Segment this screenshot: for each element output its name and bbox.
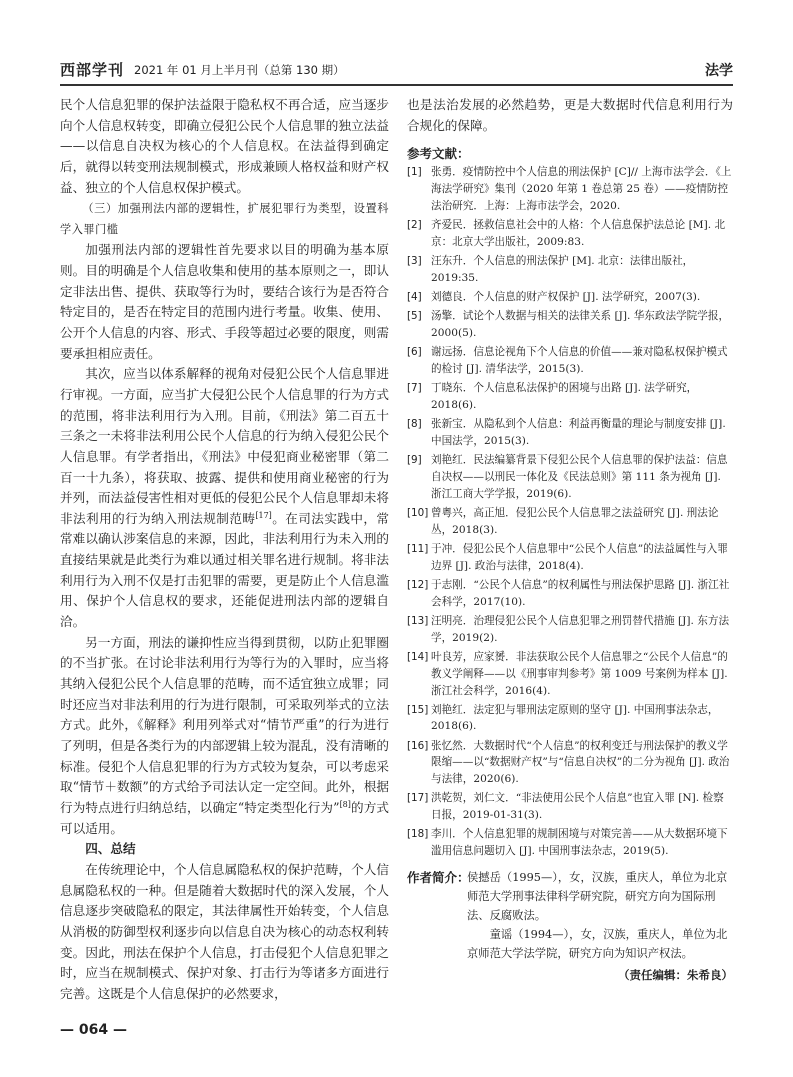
reference-item xyxy=(407,344,733,378)
header-rule xyxy=(60,84,733,86)
issue-info: 2021 年 01 月上半月刊（总第 130 期） xyxy=(134,63,345,77)
reference-item xyxy=(407,416,733,450)
reference-item xyxy=(407,702,733,736)
reference-number: [17] xyxy=(407,792,429,805)
page-header xyxy=(60,58,733,82)
reference-text: 汤擎．试论个人数据与相关的法律关系 [J]. 华东政法学院学报，2000(5). xyxy=(431,310,730,340)
journal-logo: 西部学刊 xyxy=(60,61,125,79)
paragraph-text: 的方式可以适用。 xyxy=(60,800,389,836)
reference-text: 丁晓东．个人信息私法保护的困境与出路 [J]. 法学研究，2018(6). xyxy=(431,382,698,412)
author-label: 作者简介： xyxy=(407,870,470,886)
author-info xyxy=(407,868,733,963)
reference-item xyxy=(407,790,733,824)
reference-item xyxy=(407,217,733,251)
reference-number: [7] xyxy=(407,382,422,395)
paragraph: 也是法治发展的必然趋势，更是大数据时代信息利用行为合规化的保障。 xyxy=(407,97,733,133)
reference-text: 汪东升．个人信息的刑法保护 [M]. 北京：法律出版社，2019:35. xyxy=(431,255,694,284)
reference-item xyxy=(407,452,733,502)
reference-text: 张忆然．大数据时代“个人信息”的权利变迁与刑法保护的教义学限缩——以“数据财产权”与“信息自决权”的二分为视角 [J]. 政治与法律，2020(6). xyxy=(431,739,730,786)
reference-number: [5] xyxy=(407,310,422,323)
reference-item xyxy=(407,380,733,414)
reference-number: [13] xyxy=(407,614,429,627)
reference-number: [6] xyxy=(407,346,422,359)
reference-text: 叶良芳，应家赟．非法获取公民个人信息罪之“公民个人信息”的教义学阐释——以《刑事审判参考》第 1009 号案例为样本 [J]. 浙江社会科学，2016(4). xyxy=(431,650,728,697)
reference-number: [16] xyxy=(407,739,429,752)
reference-number: [14] xyxy=(407,650,429,663)
section-heading: 四、总结 xyxy=(85,841,136,857)
references-list xyxy=(407,164,733,860)
reference-text: 洪乾贺，刘仁文．“非法使用公民个人信息”也宜入罪 [N]. 检察日报，2019-01-31(3). xyxy=(431,792,724,822)
reference-number: [4] xyxy=(407,291,422,304)
reference-number: [2] xyxy=(407,219,422,232)
reference-item xyxy=(407,738,733,788)
author-bio: 侯撼岳（1995—），女，汉族，重庆人，单位为北京师范大学刑事法律科学研究院，研究方向为国际刑法、反腐败法。 xyxy=(467,871,728,923)
paragraph xyxy=(60,364,389,633)
reference-item xyxy=(407,308,733,342)
left-column xyxy=(60,95,389,1005)
paragraph xyxy=(60,633,389,840)
reference-text: 汪明亮．治理侵犯公民个人信息犯罪之刑罚替代措施 [J]. 东方法学，2019(2). xyxy=(431,614,730,644)
reference-item xyxy=(407,164,733,214)
reference-text: 刘艳红．民法编纂背景下侵犯公民个人信息罪的保护法益：信息自决权——以刑民一体化及《民法总则》第 111 条为视角 [J]. 浙江工商大学学报，2019(6). xyxy=(431,454,728,500)
reference-number: [3] xyxy=(407,255,422,268)
reference-text: 齐爱民．拯救信息社会中的人格：个人信息保护法总论 [M]. 北京：北京大学出版社，2009:83. xyxy=(431,219,726,248)
reference-item xyxy=(407,289,733,306)
reference-number: [8] xyxy=(407,418,422,431)
reference-number: [1] xyxy=(407,166,422,179)
paragraph: 加强刑法内部的逻辑性首先要求以目的明确为基本原则。目的明确是个人信息收集和使用的基本原则之一，即认定非法出售、提供、获取等行为时，要结合该行为是否符合特定目的，是否在特定目的范围内进行考量。收集、使用、公开个人信息的内容、形式、手段等超过必要的限度，则需要承担相应责任。 xyxy=(60,242,389,361)
author-bio: 童谣（1994—），女，汉族，重庆人，单位为北京师范大学法学院，研究方向为知识产权法。 xyxy=(467,928,728,961)
paragraph: 民个人信息犯罪的保护法益限于隐私权不再合适，应当逐步向个人信息权转变，即确立侵犯公民个人信息罪的独立法益——以信息自决权为核心的个人信息权。在法益得到确定后，就得以转变刑法规制模式，形成兼顾人格权益和财产权益、独立的个人信息权保护模式。 xyxy=(60,97,389,195)
reference-item xyxy=(407,577,733,611)
paragraph: 在传统理论中，个人信息属隐私权的保护范畴，个人信息属隐私权的一种。但是随着大数据时代的深入发展，个人信息逐步突破隐私的限定，其法律属性开始转变，个人信息从消极的防御型权利逐步向以信息自决为核心的动态权利转变。因此，刑法在保护个人信息，打击侵犯个人信息犯罪之时，应当在规制模式、保护对象、打击行为等诸多方面进行完善。这既是个人信息保护的必然要求， xyxy=(60,861,389,1001)
subsection-heading: （三）加强刑法内部的逻辑性，扩展犯罪行为类型，设置科学入罪门槛 xyxy=(60,202,389,237)
reference-item xyxy=(407,649,733,699)
reference-text: 张新宝．从隐私到个人信息：利益再衡量的理论与制度安排 [J]. 中国法学，2015(3). xyxy=(431,418,726,447)
reference-number: [9] xyxy=(407,454,422,467)
reference-number: [10] xyxy=(407,506,429,519)
page-number: — 064 — xyxy=(60,1022,127,1038)
reference-number: [12] xyxy=(407,578,429,591)
paragraph-text: 其次，应当以体系解释的视角对侵犯公民个人信息罪进行审视。一方面，应当扩大侵犯公民个人信息罪的行为方式的范围，将非法利用行为入刑。目前，《刑法》第二百五十三条之一未将非法利用公民个人信息的行为纳入侵犯公民个人信息罪。有学者指出，《刑法》中侵犯商业秘密罪（第二百一十九条），将获取、披露、提供和使用商业秘密的行为并列，而法益侵害性相对更低的侵犯公民个人信息罪却未将非法利用的行为纳入刑法规制范畴 xyxy=(60,366,389,526)
reference-text: 李川．个人信息犯罪的规制困境与对策完善——从大数据环境下滥用信息问题切入 [J]. 中国刑事法杂志，2019(5). xyxy=(431,828,728,858)
responsible-editor: （责任编辑：朱希良） xyxy=(618,968,733,983)
reference-number: [18] xyxy=(407,828,429,841)
paragraph-text: 。在司法实践中，常常难以确认涉案信息的来源，因此，非法利用行为未入刑的直接结果就是此类行为难以通过相关罪名进行规制。将非法利用行为入刑不仅是打击犯罪的需要，更是防止个人信息滥用、保护个人信息权的要求，还能促进刑法内部的逻辑自洽。 xyxy=(60,510,390,630)
reference-text: 于志刚．“公民个人信息”的权利属性与刑法保护思路 [J]. 浙江社会科学，2017(10). xyxy=(431,578,730,608)
reference-number: [11] xyxy=(407,542,429,555)
reference-item xyxy=(407,541,733,575)
citation-ref: [17] xyxy=(255,510,272,520)
reference-item xyxy=(407,505,733,539)
right-column xyxy=(407,95,733,986)
reference-text: 刘德良．个人信息的财产权保护 [J]. 法学研究，2007(3). xyxy=(431,291,701,304)
reference-number: [15] xyxy=(407,703,429,716)
reference-item xyxy=(407,826,733,860)
reference-text: 谢远扬．信息论视角下个人信息的价值——兼对隐私权保护模式的检讨 [J]. 清华法学，2015(3). xyxy=(431,346,728,376)
reference-text: 于冲．侵犯公民个人信息罪中“公民个人信息”的法益属性与入罪边界 [J]. 政治与法律，2018(4). xyxy=(431,542,728,572)
reference-item xyxy=(407,613,733,647)
reference-text: 刘艳红．法定犯与罪刑法定原则的坚守 [J]. 中国刑事法杂志，2018(6). xyxy=(431,703,719,733)
reference-text: 曾粤兴，高正旭．侵犯公民个人信息罪之法益研究 [J]. 刑法论丛，2018(3). xyxy=(431,506,719,536)
references-title: 参考文献： xyxy=(407,146,470,162)
paragraph-text: 另一方面，刑法的谦抑性应当得到贯彻，以防止犯罪圈的不当扩张。在讨论非法利用行为等行为的入罪时，应当将其纳入侵犯公民个人信息罪的范畴，而不适宜独立成罪；同时还应当对非法利用的行为进行限制，可采取列举式的立法方式。此外，《解释》利用列举式对“情节严重”的行为进行了列明，但是各类行为的内部逻辑上较为混乱，没有清晰的标准。侵犯个人信息犯罪的行为方式较为复杂，可以考虑采取“情节＋数额”的方式给予司法认定一定空间。此外，根据行为特点进行归纳总结，以确定“特定类型化行为” xyxy=(60,634,389,815)
reference-text: 张勇．疫情防控中个人信息的刑法保护 [C]// 上海市法学会．《上海法学研究》集刊（2020 年第 1 卷总第 25 卷）——疫情防控法治研究．上海：上海市法学会，2020. xyxy=(431,166,732,212)
section-label: 法学 xyxy=(705,63,733,79)
citation-ref: [8] xyxy=(339,799,351,809)
reference-item xyxy=(407,253,733,287)
